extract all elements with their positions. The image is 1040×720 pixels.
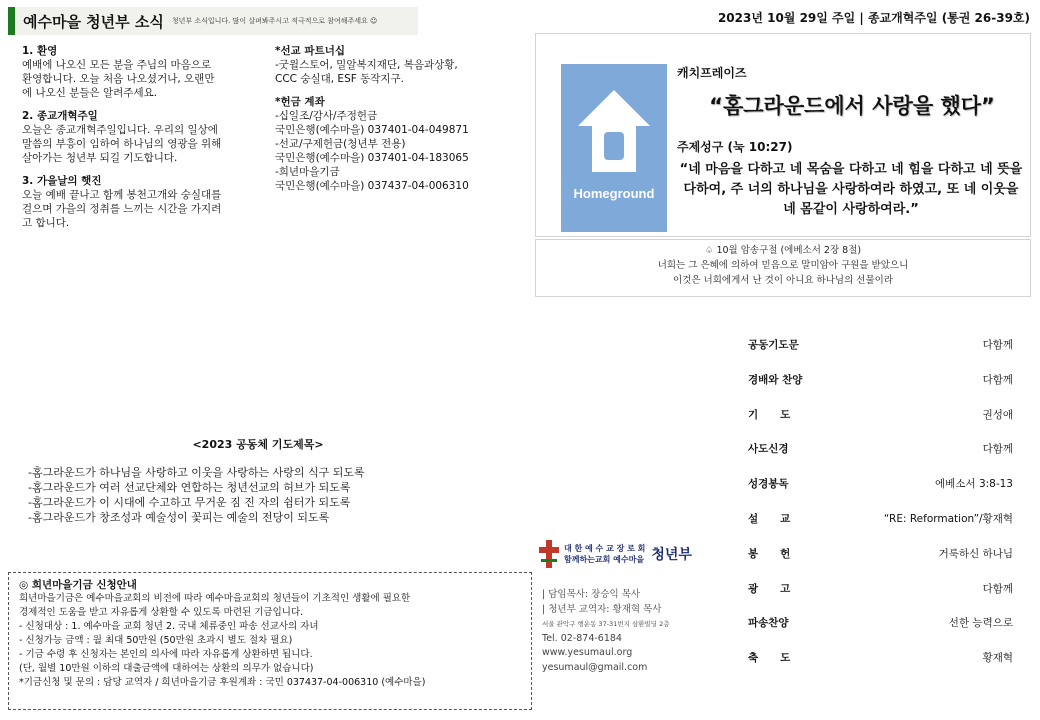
- fund-line: 경제적인 도움을 받고 자유롭게 상환할 수 있도록 마련된 기금입니다.: [19, 607, 304, 618]
- fund-line: - 기금 수령 후 신청자는 본인의 의사에 따라 자유롭게 상환하면 됩니다.: [19, 649, 313, 660]
- youth-dept-name: 청년부: [651, 547, 692, 563]
- worship-order-row: [748, 581, 1013, 616]
- prayer-item: -홈그라운드가 이 시대에 수고하고 무거운 짐 진 자의 쉼터가 되도록: [28, 496, 351, 509]
- fund-line: - 신청가능 금액 : 월 최대 50만원 (50만원 초과시 별도 절차 필요): [19, 635, 293, 646]
- order-item-value: 다함께: [982, 339, 1013, 351]
- homeground-logo: [561, 64, 667, 232]
- prayer-topics: [28, 437, 488, 525]
- news-line: 환영합니다. 오늘 처음 나오셨거나, 오랜만: [22, 73, 215, 85]
- news-line: 살아가는 청년부 되길 기도합니다.: [22, 152, 178, 164]
- news-line: 걸으며 가을의 정취를 느끼는 시간을 가지려: [22, 203, 222, 215]
- news-section: [275, 44, 515, 86]
- worship-order: [748, 337, 1013, 685]
- news-section: [22, 109, 254, 165]
- order-item-value: 황재혁: [982, 652, 1013, 665]
- news-line: -십일조/감사/주정헌금: [275, 110, 378, 122]
- fund-line: - 신청대상 : 1. 예수마을 교회 청년 2. 국내 체류중인 파송 선교사의 자녀: [19, 621, 319, 632]
- bulletin-title: 예수마을 청년부 소식: [23, 12, 164, 31]
- prayer-item: -홈그라운드가 여러 선교단체와 연합하는 청년선교의 허브가 되도록: [28, 481, 351, 494]
- news-line: 고 합니다.: [22, 217, 70, 229]
- news-line: 오늘 예배 끝나고 함께 봉천고개와 숭실대를: [22, 189, 222, 201]
- prayer-item: -홈그라운드가 창조성과 예술성이 꽃피는 예술의 전당이 되도록: [28, 511, 330, 524]
- memory-verse-line: 이것은 너희에게서 난 것이 아니요 하나님의 선물이라: [672, 275, 893, 286]
- church-phone: Tel. 02-874-6184: [542, 632, 622, 644]
- news-line: -선교/구제헌금(청년부 전용): [275, 138, 406, 150]
- news-section: [22, 44, 254, 100]
- worship-order-row: [748, 615, 1013, 650]
- house-icon: [574, 86, 654, 176]
- order-item-label: 성경봉독: [748, 478, 789, 491]
- worship-order-row: [748, 337, 1013, 372]
- church-address: 서울 관악구 행운동 37-31번지 삼환빌딩 2층: [542, 620, 670, 628]
- news-line: 국민은행(예수마을) 037437-04-006310: [275, 180, 469, 192]
- news-line: 말씀의 부흥이 임하여 하나님의 영광을 위해: [22, 138, 222, 150]
- fund-line: (단, 월별 10만원 이하의 대출금액에 대하여는 상환의 의무가 없습니다): [19, 663, 314, 674]
- news-section-title: *헌금 계좌: [275, 96, 325, 108]
- order-item-label: 경배와 찬양: [748, 373, 803, 386]
- worship-order-row: [748, 407, 1013, 442]
- bulletin-subtitle: 청년부 소식입니다. 많이 살펴봐주시고 적극적으로 참여해주세요 ☺: [171, 17, 378, 25]
- youth-pastor: | 청년부 교역자: 황재혁 목사: [542, 603, 662, 615]
- order-item-value: 다함께: [982, 443, 1013, 456]
- news-column-right: [275, 44, 515, 202]
- order-item-value: 선한 능력으로: [948, 617, 1013, 630]
- church-title: 함께하는교회 예수마을: [564, 555, 645, 564]
- fund-line: 희년마을기금은 예수마을교회의 비전에 따라 예수마을교회의 청년들이 기초적인 생활에 필요한: [19, 593, 411, 604]
- news-line: -희년마을기금: [275, 166, 340, 178]
- church-name: [564, 543, 645, 565]
- catchphrase-title: “홈그라운드에서 사랑을 했다”: [709, 94, 995, 118]
- news-section: [22, 174, 254, 230]
- order-item-label: 기 도: [748, 408, 791, 421]
- order-item-label: 파송찬양: [748, 617, 789, 630]
- prayer-item: -홈그라운드가 하나님을 사랑하고 이웃을 사랑하는 사랑의 식구 되도록: [28, 466, 365, 479]
- news-section-title: 2. 종교개혁주일: [22, 110, 98, 122]
- header-bar: [8, 7, 418, 35]
- order-item-value: “RE: Reformation”/황재혁: [883, 512, 1013, 525]
- order-item-label: 축 도: [748, 652, 791, 665]
- worship-order-row: [748, 476, 1013, 511]
- order-item-value: 권성애: [982, 408, 1013, 421]
- church-contact: [542, 588, 670, 675]
- order-item-label: 설 교: [748, 512, 791, 525]
- fund-notice-title: ◎ 희년마을기금 신청안내: [19, 579, 137, 591]
- news-section-title: 1. 환영: [22, 45, 58, 57]
- worship-order-row: [748, 511, 1013, 546]
- fund-line: *기금신청 및 문의 : 담당 교역자 / 희년마을기금 후원계좌 : 국민 037437-04-006310 (예수마을): [19, 677, 426, 688]
- order-item-label: 봉 헌: [748, 547, 791, 560]
- news-section: [275, 95, 515, 193]
- catchphrase-card: [535, 33, 1031, 237]
- order-item-value: 다함께: [982, 373, 1013, 386]
- news-line: 예배에 나오신 모든 분을 주님의 마음으로: [22, 59, 212, 71]
- news-line: 오늘은 종교개혁주일입니다. 우리의 일상에: [22, 124, 218, 136]
- church-email: yesumaul@gmail.com: [542, 661, 648, 673]
- worship-order-row: [748, 546, 1013, 581]
- news-line: 국민은행(예수마을) 037401-04-183065: [275, 152, 469, 164]
- memory-verse-line: 너희는 그 은혜에 의하여 믿음으로 말미암아 구원을 받았으니: [657, 260, 909, 271]
- homeground-logo-text: Homeground: [573, 186, 655, 201]
- catchphrase-label: 캐치프레이즈: [677, 66, 747, 80]
- news-section-title: 3. 가을날의 햇진: [22, 175, 102, 187]
- worship-order-row: [748, 650, 1013, 685]
- news-column-left: [22, 44, 254, 239]
- news-line: 에 나오신 분들은 알려주세요.: [22, 87, 158, 99]
- order-item-value: 에베소서 3:8-13: [935, 478, 1013, 491]
- church-denomination: 대 한 예 수 교 장 로 회: [564, 544, 646, 553]
- news-line: CCC 숭실대, ESF 동작지구.: [275, 73, 405, 85]
- news-line: -굿윌스토어, 밀알복지재단, 복음과상황,: [275, 59, 458, 71]
- order-item-label: 사도신경: [748, 443, 789, 456]
- fund-notice-box: [8, 572, 532, 710]
- worship-order-row: [748, 441, 1013, 476]
- memory-verse-box: [535, 239, 1031, 297]
- cross-icon: [538, 539, 560, 569]
- order-item-label: 공동기도문: [748, 339, 799, 351]
- issue-date: 2023년 10월 29일 주일 | 종교개혁주일 (통권 26-39호): [717, 11, 1030, 25]
- church-website: www.yesumaul.org: [542, 647, 633, 658]
- order-item-value: 다함께: [982, 582, 1013, 595]
- senior-pastor: | 담임목사: 장승익 목사: [542, 589, 641, 600]
- order-item-label: 광 고: [748, 582, 791, 595]
- order-item-value: 거룩하신 하나님: [938, 547, 1013, 560]
- theme-verse-label: 주제성구 (눅 10:27): [677, 140, 793, 154]
- news-line: 국민은행(예수마을) 037401-04-049871: [275, 124, 469, 136]
- church-logo: [538, 539, 692, 569]
- prayer-list: [28, 465, 488, 525]
- memory-verse-title: ♤ 10월 암송구절 (에베소서 2장 8절): [704, 245, 862, 256]
- news-section-title: *선교 파트너십: [275, 45, 346, 57]
- prayer-topics-title: <2023 공동체 기도제목>: [192, 438, 324, 451]
- worship-order-row: [748, 372, 1013, 407]
- theme-verse-text: “네 마음을 다하고 네 목숨을 다하고 네 힘을 다하고 네 뜻을 다하여, 주 너의 하나님을 사랑하여라 하였고, 또 네 이웃을 네 몸같이 사랑하여라.”: [679, 162, 1023, 217]
